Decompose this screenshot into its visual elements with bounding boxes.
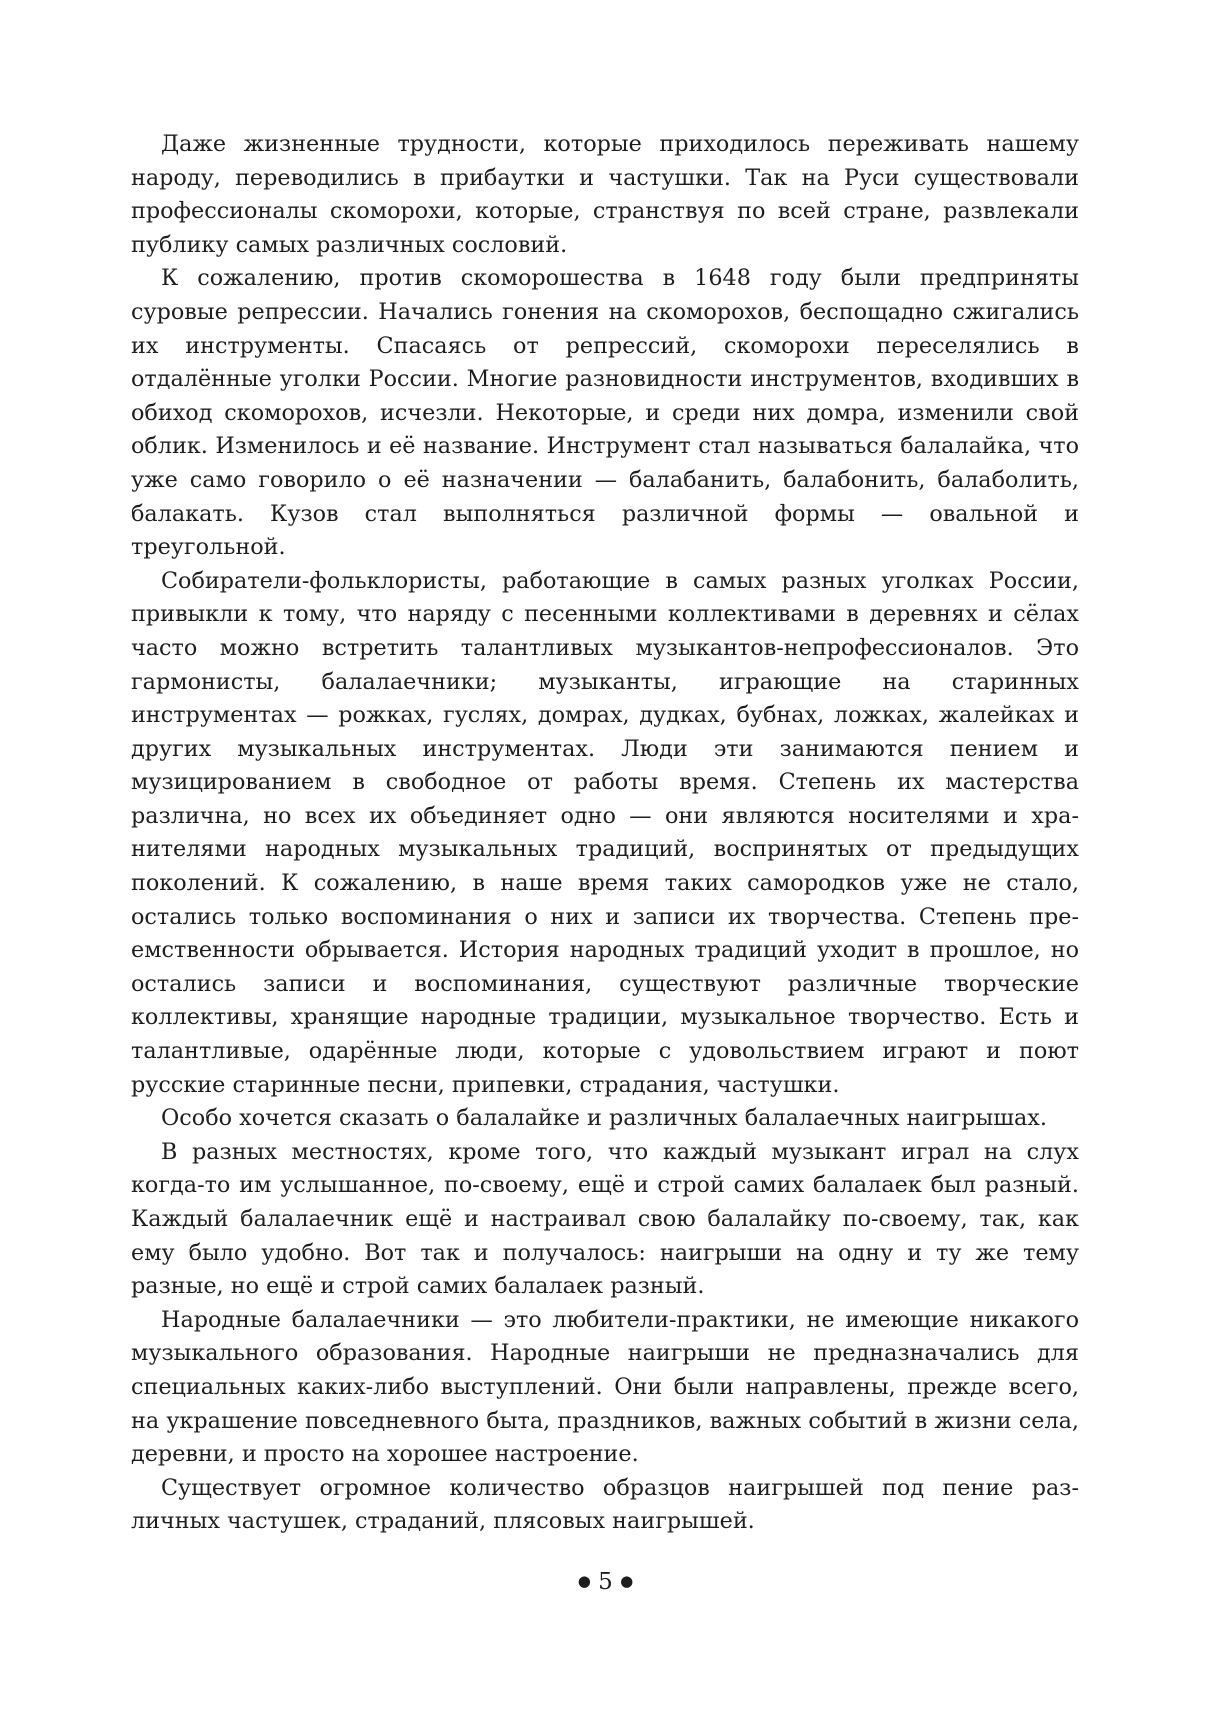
page-number-value: 5 [598,1569,613,1595]
paragraph-2: К сожалению, против скоморошества в 1648 году были предприняты суровые репрессии. Начались гонения на скоморохов, беспощадно сжигались их инструменты. Спасаясь от репрессий, скоморохи переселялись в отдалённые уголки России. Многие разновидности инструментов, входивших в обиход скоморохов, исчезли. Некоторые, и среди них домра, изменили свой облик. Изменилось и её название. Инструмент стал называться балалайка, что уже само говорило о её назначении — балабанить, балабонить, балаболить, балакать. Кузов стал выполняться различной формы — овальной и треугольной. [131,265,1079,561]
paragraph-7: Существует огромное количество образцов наигрышей под пение различных частушек, страданий, плясовых наигрышей. [131,1474,1079,1535]
paragraph-4: Особо хочется сказать о балалайке и различных балалаечных наигрышах. [161,1105,1047,1132]
paragraph-3: Собиратели-фольклористы, работающие в самых разных уголках России, привыкли к тому, что наряду с песенными коллективами в деревнях и сёлах часто можно встретить талантливых музыкантов-непрофессионалов. Это гармонисты, балалаечники; музыканты, играющие на старинных инструментах — рожках, гуслях, домрах, дудках, бубнах, ложках, жалейках и других музыкальных инструментах. Люди эти занимаются пением и музицированием в свободное от работы время. Степень их мастерства различна, но всех их объединяет одно — они являются носителями и хранителями народных музыкальных традиций, воспринятых от предыдущих поколений. К сожалению, в наше время таких самородков уже не стало, остались только воспоминания о них и записи их творчества. Степень преемственности обрывается. История народных традиций уходит в прошлое, но остались записи и воспоминания, существуют различные творческие коллективы, хранящие народные традиции, музыкальное творчество. Есть и талантливые, одарённые люди, которые с удовольствием играют и поют русские старинные песни, припевки, страдания, частушки. [131,567,1079,1098]
page-number [0,1567,1211,1598]
paragraph-5: В разных местностях, кроме того, что каждый музыкант играл на слух когда-то им услышанное, по-своему, ещё и строй самих балалаек был разный. Каждый балалаечник ещё и настраивал свою балалайку по-своему, так, как ему было удобно. Вот так и получалось: наигрыши на одну и ту же тему разные, но ещё и строй самих балалаек разный. [131,1138,1079,1300]
bullet-left-icon: ● [577,1572,591,1590]
page-body [131,128,1079,1539]
paragraph-1: Даже жизненные трудности, которые приходилось переживать нашему народу, переводились в прибаутки и частушки. Так на Руси существовали профессионалы скоморохи, которые, странствуя по всей стране, развлекали публику самых различных сословий. [131,131,1079,258]
bullet-right-icon: ● [620,1572,634,1590]
paragraph-6: Народные балалаечники — это любители-практики, не имеющие никакого музыкального образования. Народные наигрыши не предназначались для специальных каких-либо выступлений. Они были направлены, прежде всего, на украшение повседневного быта, праздников, важных событий в жизни села, деревни, и просто на хорошее настроение. [131,1306,1079,1468]
